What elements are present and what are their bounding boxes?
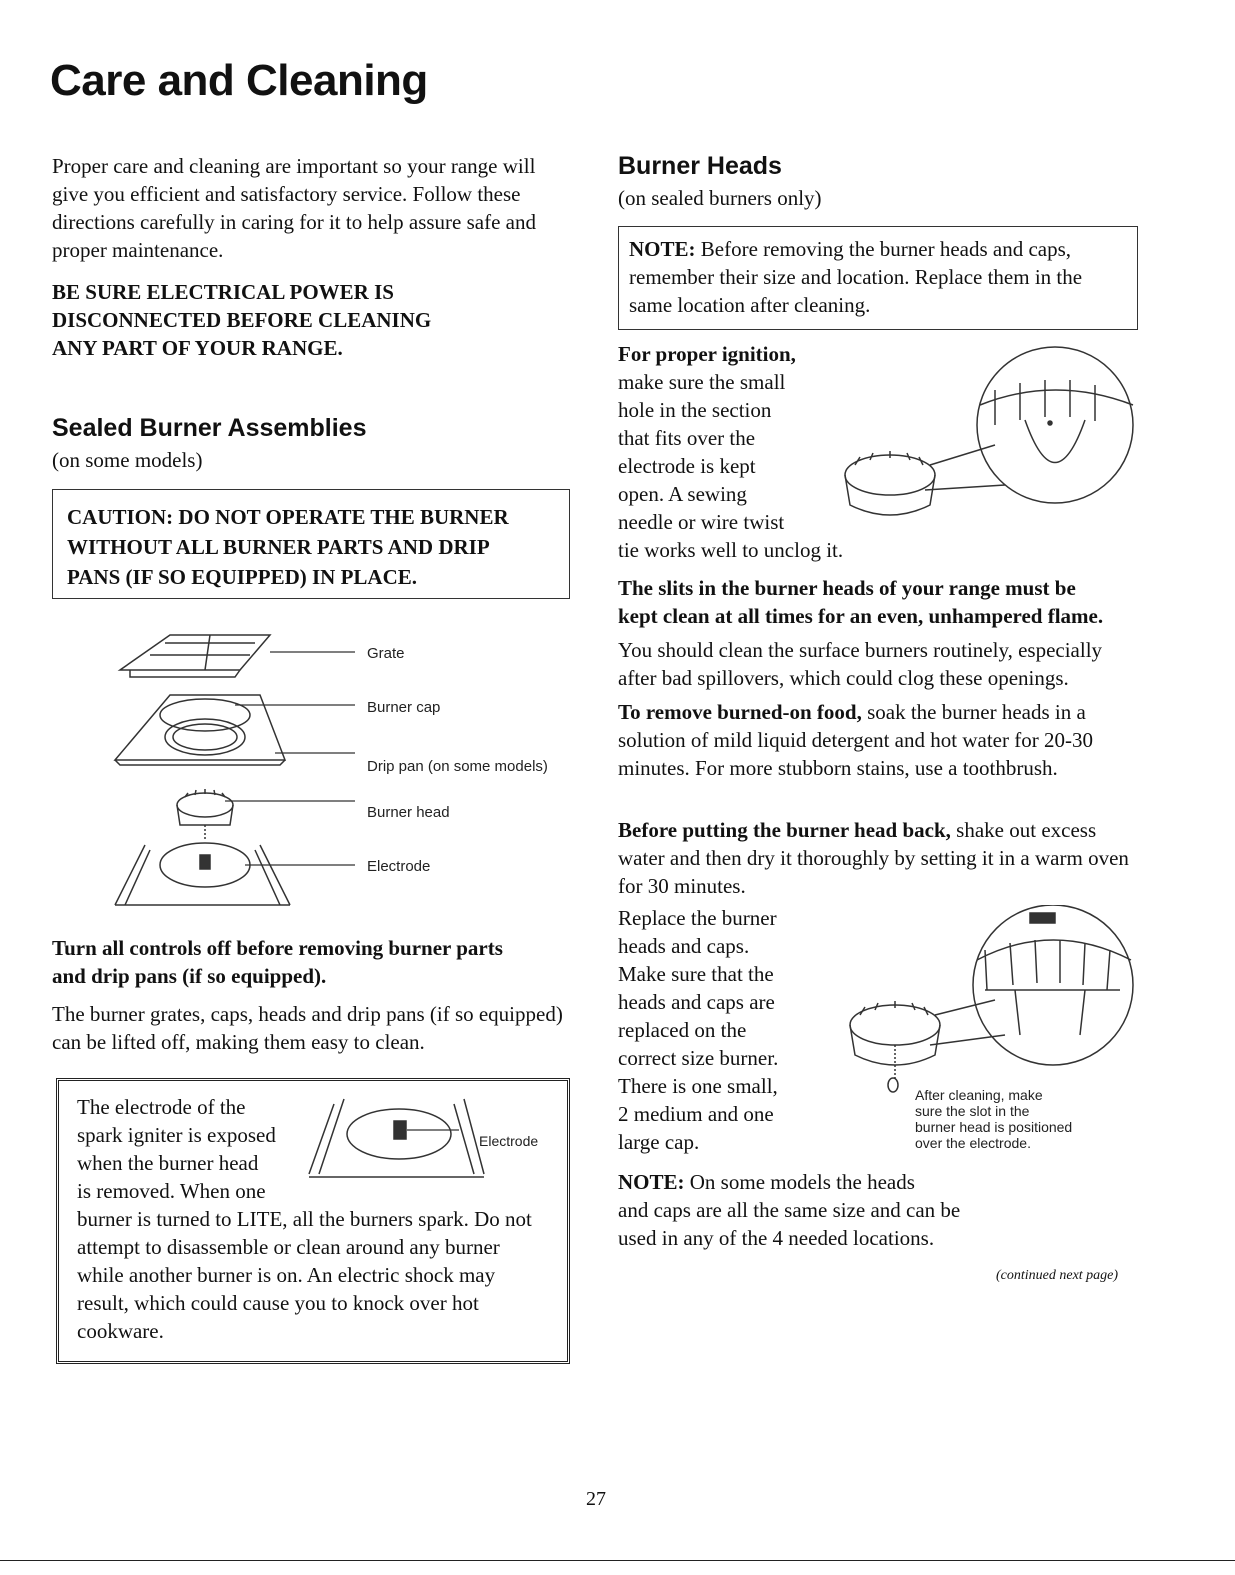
replace-line: heads and caps are [618,990,775,1014]
burner-head-illustration [177,789,233,840]
turn-off-line1: Turn all controls off before removing burner parts [52,936,503,960]
lift-off-paragraph: The burner grates, caps, heads and drip pans (if so equipped) can be lifted off, making them easy to clean. [52,1002,563,1054]
grate-illustration [120,635,270,677]
note-box [618,226,1138,330]
intro-paragraph: Proper care and cleaning are important so your range will give you efficient and satisfactory service. Follow these directions carefully in caring for it to help assure safe and proper maintenance. [52,154,536,262]
note-body: Before removing the burner heads and caps, remember their size and location. Replace them in the same location after cleaning. [629,237,1083,317]
electrode-box-line4: is removed. When one [77,1179,266,1203]
after-cleaning-line: burner head is positioned [915,1119,1073,1135]
replace-line: heads and caps. [618,934,750,958]
replace-line: There is one small, [618,1074,778,1098]
ignition-line: needle or wire twist [618,510,785,534]
caution-line1: CAUTION: DO NOT OPERATE THE BURNER [67,505,509,529]
note2-line1-text: On some models the heads [684,1170,915,1194]
label-drip-pan: Drip pan (on some models) [367,758,548,775]
replace-line: 2 medium and one [618,1102,774,1126]
before-putting-body: shake out excess water and then dry it thoroughly by setting it in a warm oven for 30 minutes. [618,818,1129,898]
burner-heads-subheading: (on sealed burners only) [618,186,822,210]
ignition-heading: For proper ignition, [618,342,796,366]
slits-line2: kept clean at all times for an even, unhampered flame. [618,604,1104,628]
ignition-line: hole in the section [618,398,772,422]
electrode-box-line3: when the burner head [77,1151,259,1175]
ignition-line: that fits over the [618,426,756,450]
ignition-line: electrode is kept [618,454,756,478]
after-cleaning-line: over the electrode. [915,1135,1031,1151]
ignition-hole-illustration [835,345,1145,545]
power-warning-line1: BE SURE ELECTRICAL POWER IS [52,280,394,304]
burner-heads-heading: Burner Heads [618,152,782,180]
note-box-text [629,235,1129,319]
replace-line: large cap. [618,1130,700,1154]
sealed-burner-heading: Sealed Burner Assemblies [52,414,367,442]
before-putting-paragraph [618,816,1144,900]
after-cleaning-line: After cleaning, make [915,1087,1043,1103]
exposed-electrode-illustration [299,1089,499,1189]
note-label: NOTE: [629,237,696,261]
replace-line: correct size burner. [618,1046,779,1070]
ignition-line: tie works well to unclog it. [618,538,844,562]
note2-block [618,1168,960,1252]
slits-warning [618,574,1103,630]
power-warning [52,278,431,362]
label-burner-cap: Burner cap [367,699,441,716]
caution-line3: PANS (IF SO EQUIPPED) IN PLACE. [67,565,418,589]
electrode-warning-box [56,1078,570,1364]
ignition-line: open. A sewing [618,482,747,506]
burner-assembly-diagram [110,625,370,915]
replace-line: Make sure that the [618,962,774,986]
replace-line: Replace the burner [618,906,777,930]
remove-food-paragraph [618,698,1144,782]
note2-label: NOTE: [618,1170,685,1194]
before-putting-lead: Before putting the burner head back, [618,818,951,842]
label-burner-head: Burner head [367,804,450,821]
page-title: Care and Cleaning [50,56,428,105]
turn-off-line2: and drip pans (if so equipped). [52,964,327,988]
note2-line2: and caps are all the same size and can be [618,1198,961,1222]
page-number: 27 [586,1488,606,1510]
turn-off-warning [52,934,503,990]
electrode-box-paragraph: burner is turned to LITE, all the burners spark. Do not attempt to disassemble or clean around any burner while another burner is on. An electric shock may result, which could cause you to knock over hot cookware. [77,1207,532,1343]
label-electrode: Electrode [367,858,431,875]
electrode-box-line1: The electrode of the [77,1095,246,1119]
caution-line2: WITHOUT ALL BURNER PARTS AND DRIP [67,535,490,559]
note2-line3: used in any of the 4 needed locations. [618,1226,935,1250]
replace-block [618,904,778,1156]
power-warning-line3: ANY PART OF YOUR RANGE. [52,336,343,360]
after-cleaning-line: sure the slot in the [915,1103,1030,1119]
replace-burner-illustration [835,905,1145,1095]
sealed-burner-subheading: (on some models) [52,448,203,472]
after-cleaning-caption [915,1087,1072,1151]
remove-food-body: soak the burner heads in a solution of mild liquid detergent and hot water for 20-30 minutes. For more stubborn stains, use a toothbrush. [618,700,1093,780]
replace-line: replaced on the [618,1018,747,1042]
note2-line1 [618,1168,960,1196]
power-warning-line2: DISCONNECTED BEFORE CLEANING [52,308,432,332]
remove-food-lead: To remove burned-on food, [618,700,862,724]
label-grate: Grate [367,645,405,662]
ignition-block [618,340,843,564]
ignition-line: make sure the small [618,370,786,394]
clean-routinely-paragraph: You should clean the surface burners routinely, especially after bad spillovers, which could clog these openings. [618,638,1103,690]
bottom-rule [0,1560,1235,1561]
burner-base-illustration [115,843,290,905]
caution-box [52,489,570,599]
electrode-box-line2: spark igniter is exposed [77,1123,276,1147]
continued-note: (continued next page) [996,1268,1119,1283]
electrode-box-label: Electrode [479,1133,539,1149]
slits-line1: The slits in the burner heads of your range must be [618,576,1076,600]
